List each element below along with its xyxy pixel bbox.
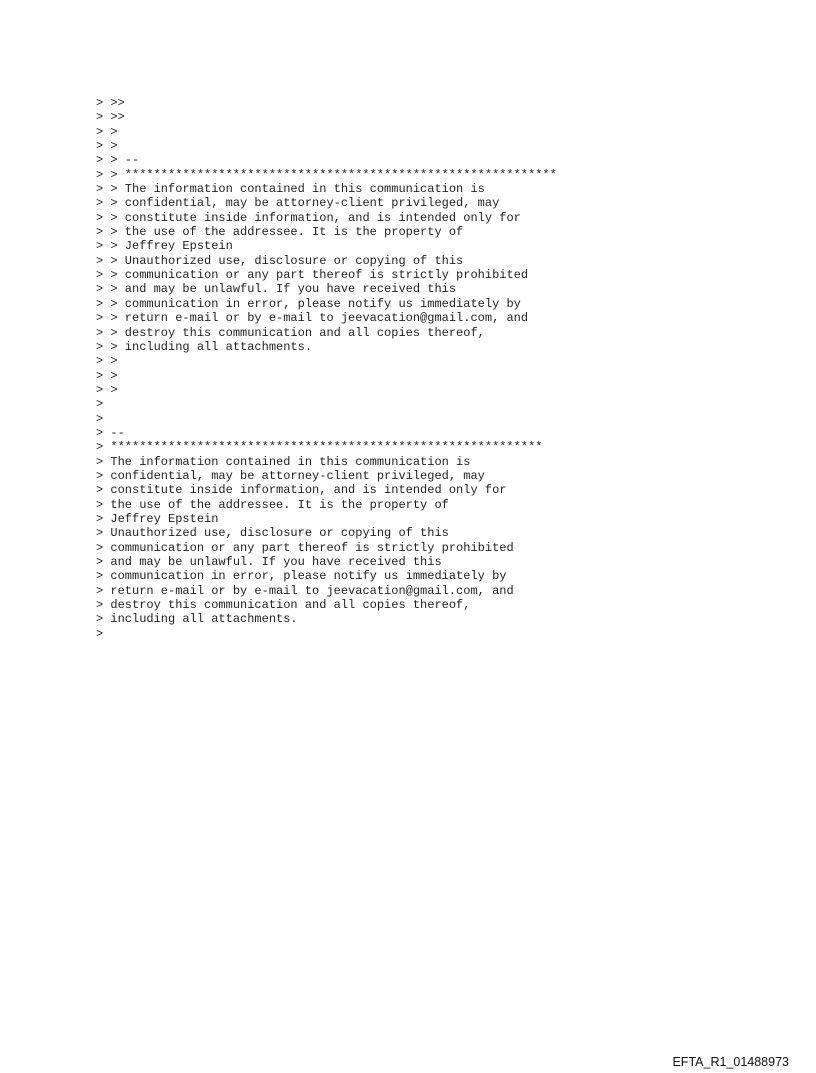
email-line: > the use of the addressee. It is the property of [96, 497, 449, 512]
email-line: > > constitute inside information, and is intended only for [96, 210, 521, 225]
email-line: > Jeffrey Epstein [96, 511, 219, 526]
email-line: > The information contained in this communication is [96, 454, 471, 469]
email-line: > > communication in error, please notify us immediately by [96, 296, 521, 311]
email-line: > > return e-mail or by e-mail to jeevacation@gmail.com, and [96, 311, 529, 326]
email-line: > > Unauthorized use, disclosure or copying of this [96, 253, 464, 268]
email-line: > > [96, 354, 118, 369]
email-line: > return e-mail or by e-mail to jeevacation@gmail.com, and [96, 583, 514, 598]
email-line: > > [96, 368, 118, 383]
email-line: > destroy this communication and all copies thereof, [96, 598, 471, 613]
email-line: > > destroy this communication and all copies thereof, [96, 325, 485, 340]
email-line: > > confidential, may be attorney-client privileged, may [96, 196, 500, 211]
email-line: > > [96, 124, 118, 139]
email-line: > >> [96, 96, 125, 110]
email-line: > > Jeffrey Epstein [96, 239, 233, 254]
email-line: > [96, 626, 104, 641]
email-line: > and may be unlawful. If you have received this [96, 555, 442, 569]
email-line: > > communication or any part thereof is strictly prohibited [96, 268, 529, 283]
email-line: > [96, 397, 104, 412]
email-line: > constitute inside information, and is intended only for [96, 483, 507, 498]
email-line: > communication or any part thereof is strictly prohibited [96, 540, 514, 555]
email-line: > > -- [96, 153, 140, 168]
email-line: > communication in error, please notify us immediately by [96, 569, 507, 584]
email-line: > >> [96, 110, 125, 125]
email-line: > > [96, 139, 118, 154]
email-line: > > and may be unlawful. If you have received this [96, 282, 457, 297]
email-line: > -- [96, 425, 125, 440]
email-line: > confidential, may be attorney-client privileged, may [96, 468, 485, 483]
email-line: > > ************************************************************ [96, 167, 557, 182]
email-body [96, 96, 557, 641]
email-line: > > including all attachments. [96, 339, 313, 354]
email-line: > ************************************************************ [96, 440, 543, 455]
email-line: > > The information contained in this communication is [96, 182, 485, 197]
email-line: > [96, 411, 104, 426]
email-line: > > the use of the addressee. It is the property of [96, 225, 464, 240]
email-line: > including all attachments. [96, 612, 298, 627]
email-line: > Unauthorized use, disclosure or copying of this [96, 526, 449, 541]
email-line: > > [96, 382, 118, 397]
document-id: EFTA_R1_01488973 [672, 1055, 789, 1069]
